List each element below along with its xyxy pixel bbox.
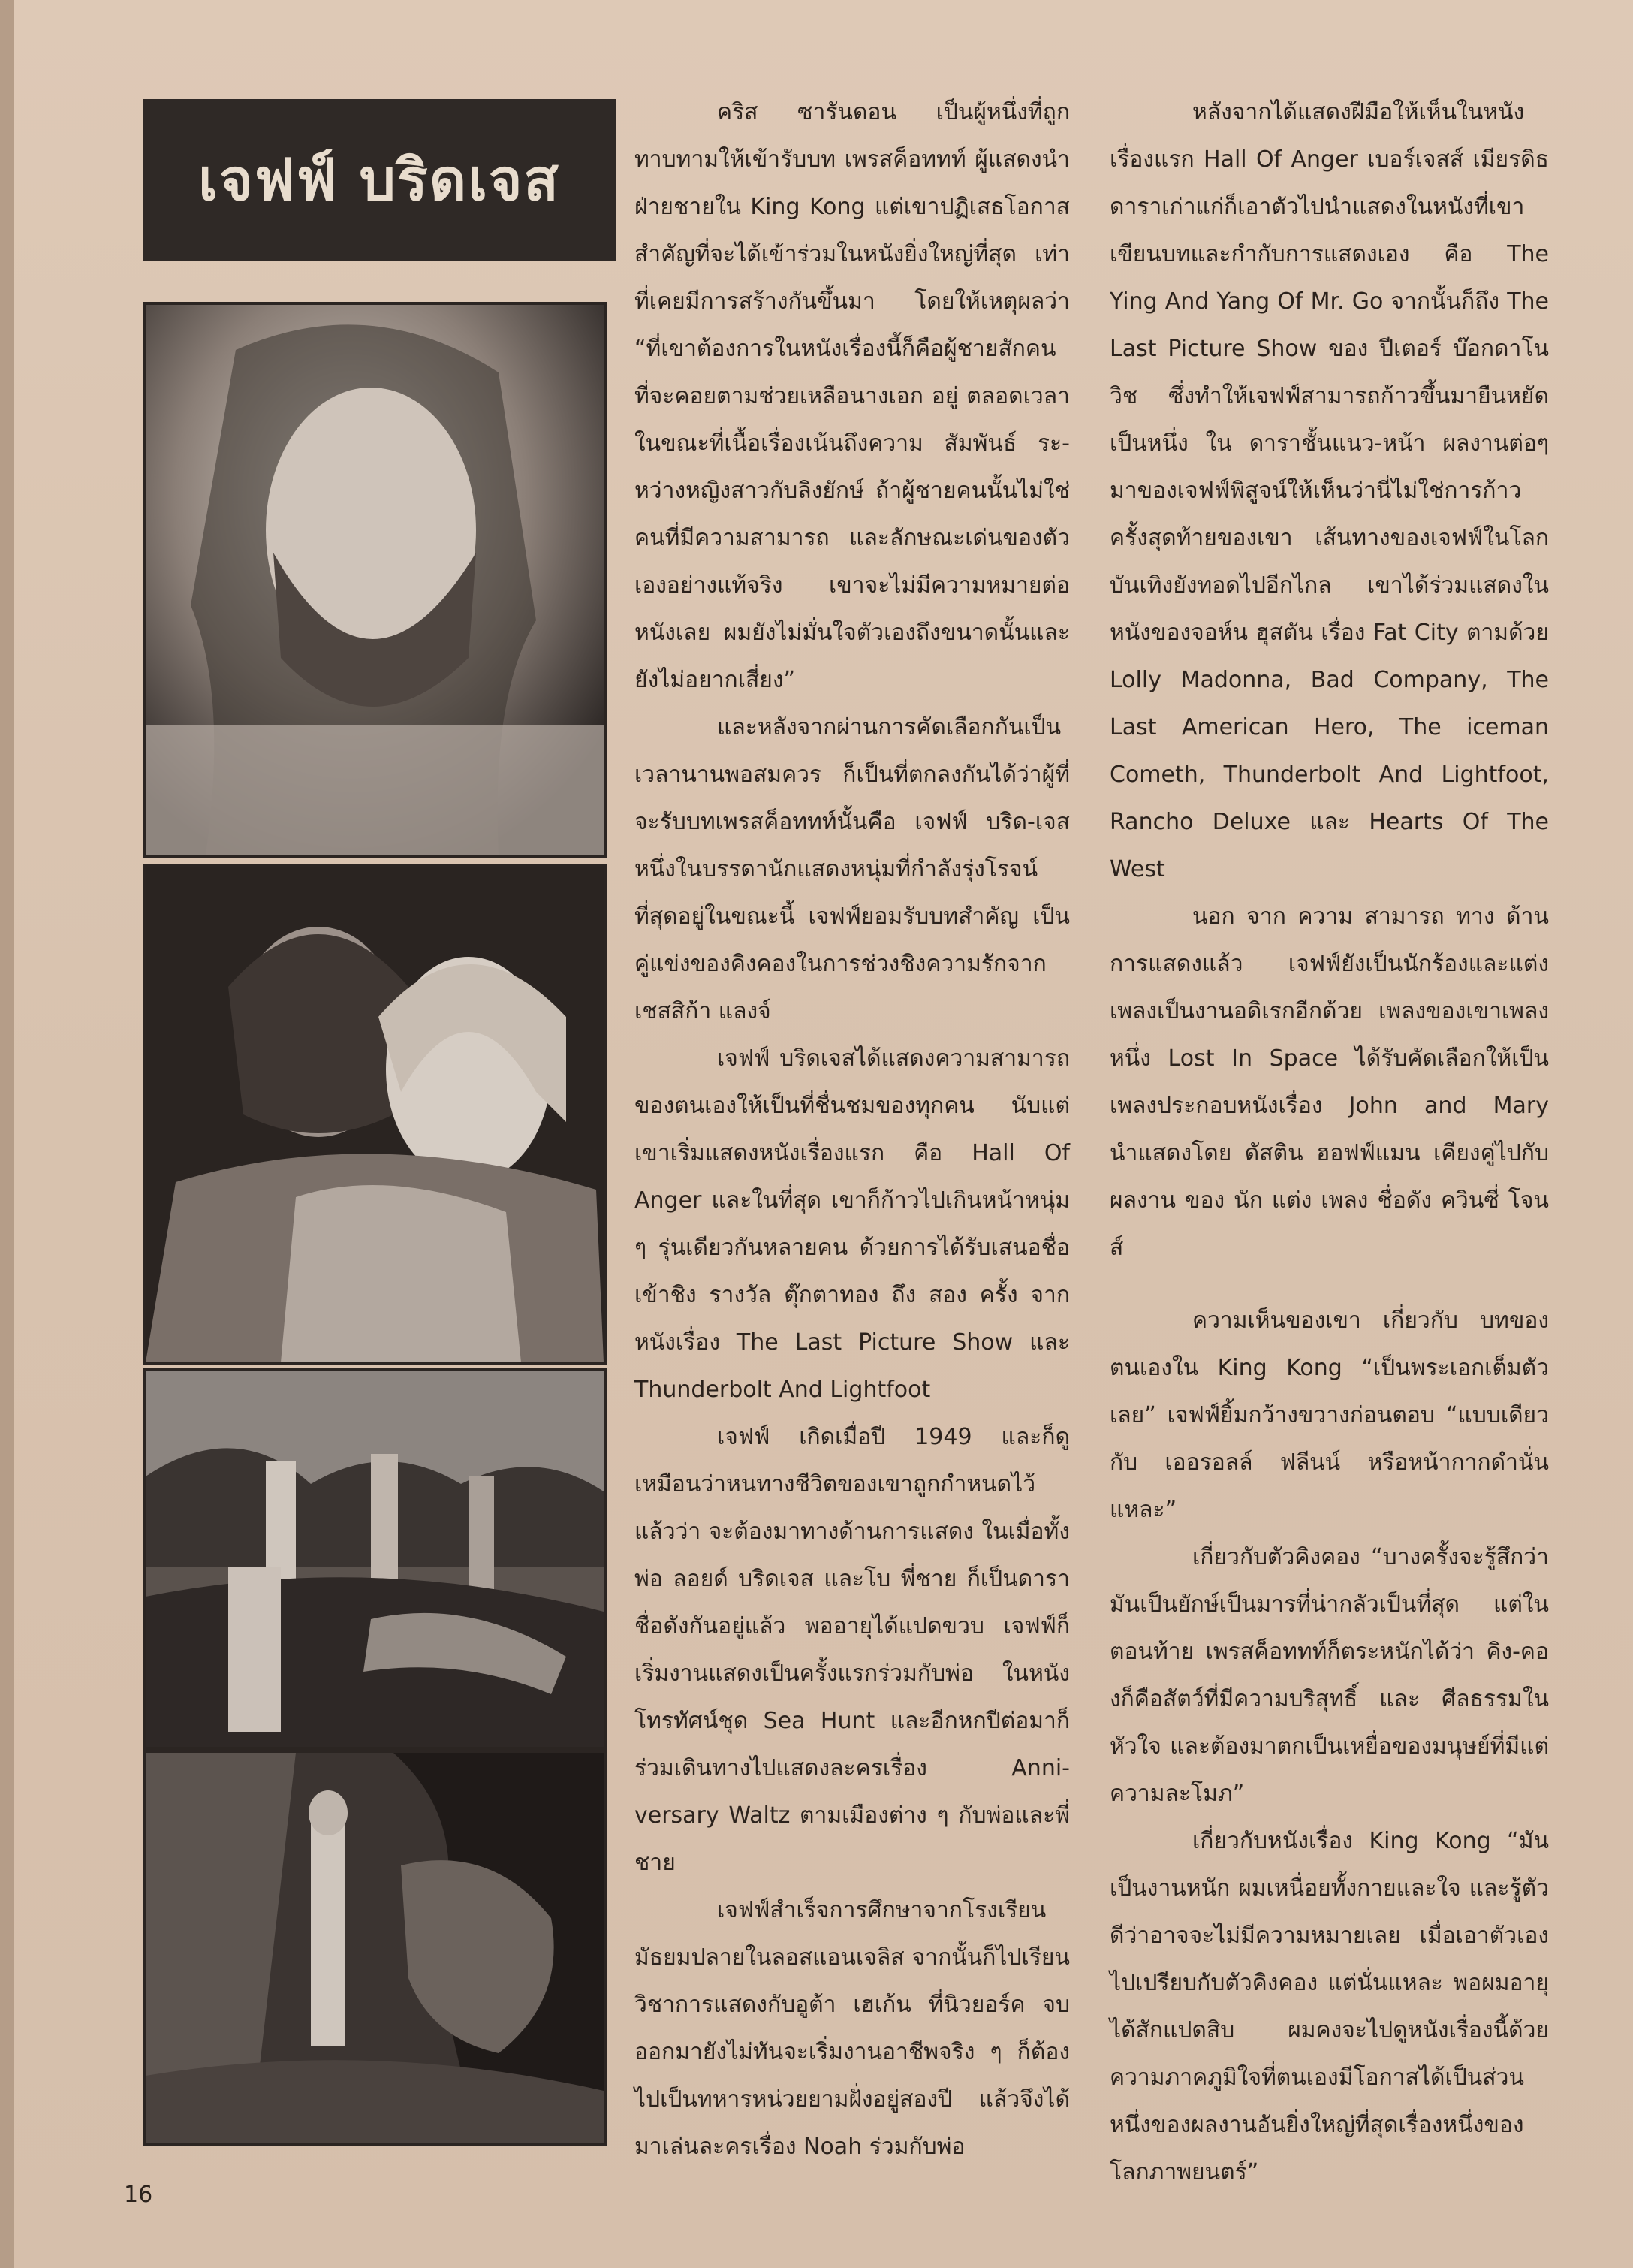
paragraph: เกี่ยวกับตัวคิงคอง “บางครั้งจะรู้สึกว่ามันเป็นยักษ์เป็นมารที่น่ากลัวเป็นที่สุด แต่ในตอนท้าย เพรสค็อททท์ก็ตระหนักได้ว่า คิง-คองก็คือสัตว์ที่มีความบริสุทธิ์ และ ศีลธรรมในหัวใจ และต้องมาตกเป็นเหยื่อของมนุษย์ที่มีแต่ความละโมภ” bbox=[1110, 1544, 1549, 1807]
paragraph: เจฟฟ์ บริดเจสได้แสดงความสามารถของตนเองให้เป็นที่ชื่นชมของทุกคน นับแต่เขาเริ่มแสดงหนังเรื่องแรก คือ Hall Of Anger และในที่สุด เขาก็ก้าวไปเกินหน้าหนุ่ม ๆ รุ่นเดียวกันหลายคน ด้วยการได้รับเสนอชื่อเข้าชิง รางวัล ตุ๊กตาทอง ถึง สอง ครั้ง จากหนังเรื่อง The Last Picture Show และ Thunderbolt And Lightfoot bbox=[634, 1045, 1070, 1403]
article-title-banner bbox=[143, 99, 616, 261]
paragraph: หลังจากได้แสดงฝีมือให้เห็นในหนังเรื่องแรก Hall Of Anger เบอร์เจสส์ เมียรดิธ ดาราเก่าแก่ก็เอาตัวไปนำแสดงในหนังที่เขาเขียนบทและกำกับการแสดงเอง คือ The Ying And Yang Of Mr. Go จากนั้นก็ถึง The Last Picture Show ของ ปีเตอร์ บ๊อกดาโนวิช ซึ่งทำให้เจฟฟ์สามารถก้าวขึ้นมายืนหยัดเป็นหนึ่ง ใน ดาราชั้นแนว-หน้า ผลงานต่อๆ มาของเจฟฟ์พิสูจน์ให้เห็นว่านี่ไม่ใช่การก้าวครั้งสุดท้ายของเขา เส้นทางของเจฟฟ์ในโลกบันเทิงยังทอดไปอีกไกล เขาได้ร่วมแสดงในหนังของจอห์น ฮุสตัน เรื่อง Fat City ตามด้วย Lolly Madonna, Bad Company, The Last American Hero, The iceman Cometh, Thunderbolt And Lightfoot, Rancho Deluxe และ Hearts Of The West bbox=[1110, 99, 1549, 882]
article-column-1 bbox=[634, 89, 1070, 2170]
paragraph: คริส ซารันดอน เป็นผู้หนึ่งที่ถูกทาบทามให้เข้ารับบท เพรสค็อททท์ ผู้แสดงนำฝ่ายชายใน King Kong แต่เขาปฏิเสธโอกาสสำคัญที่จะได้เข้าร่วมในหนังยิ่งใหญ่ที่สุด เท่าที่เคยมีการสร้างกันขึ้นมา โดยให้เหตุผลว่า “ที่เขาต้องการในหนังเรื่องนี้ก็คือผู้ชายสักคนที่จะคอยตามช่วยเหลือนางเอก อยู่ ตลอดเวลา ในขณะที่เนื้อเรื่องเน้นถึงความ สัมพันธ์ ระ-หว่างหญิงสาวกับลิงยักษ์ ถ้าผู้ชายคนนั้นไม่ใช่คนที่มีความสามารถ และลักษณะเด่นของตัวเองอย่างแท้จริง เขาจะไม่มีความหมายต่อหนังเลย ผมยังไม่มั่นใจตัวเองถึงขนาดนั้นและยังไม่อยากเสี่ยง” bbox=[634, 99, 1070, 693]
page-number: 16 bbox=[124, 2182, 153, 2208]
paragraph: และหลังจากผ่านการคัดเลือกกันเป็นเวลานานพอสมควร ก็เป็นที่ตกลงกันได้ว่าผู้ที่จะรับบทเพรสค็อททท์นั้นคือ เจฟฟ์ บริด-เจส หนึ่งในบรรดานักแสดงหนุ่มที่กำลังรุ่งโรจน์ที่สุดอยู่ในขณะนี้ เจฟฟ์ยอมรับบทสำคัญ เป็นคู่แข่งของคิงคองในการช่วงชิงความรักจาก เชสสิก้า แลงจ์ bbox=[634, 714, 1070, 1024]
paragraph: นอก จาก ความ สามารถ ทาง ด้าน การแสดงแล้ว เจฟฟ์ยังเป็นนักร้องและแต่งเพลงเป็นงานอดิเรกอีกด้วย เพลงของเขาเพลงหนึ่ง Lost In Space ได้รับคัดเลือกให้เป็นเพลงประกอบหนังเรื่อง John and Mary นำแสดงโดย ดัสติน ฮอฟฟ์แมน เคียงคู่ไปกับผลงาน ของ นัก แต่ง เพลง ชื่อดัง ควินซี่ โจนส์ bbox=[1110, 903, 1549, 1261]
paragraph: เกี่ยวกับหนังเรื่อง King Kong “มันเป็นงานหนัก ผมเหนื่อยทั้งกายและใจ และรู้ตัวดีว่าอาจจะไม่มีความหมายเลย เมื่อเอาตัวเองไปเปรียบกับตัวคิงคอง แต่นั่นแหละ พอผมอายุได้สักแปดสิบ ผมคงจะไปดูหนังเรื่องนี้ด้วยความภาคภูมิใจที่ตนเองมีโอกาสได้เป็นส่วนหนึ่งของผลงานอันยิ่งใหญ่ที่สุดเรื่องหนึ่งของโลกภาพยนตร์” bbox=[1110, 1828, 1549, 2185]
article-title: เจฟฟ์ บริดเจส bbox=[198, 146, 560, 213]
paragraph: ความเห็นของเขา เกี่ยวกับ บทของตนเองใน King Kong “เป็นพระเอกเต็มตัวเลย” เจฟฟ์ยิ้มกว้างขวางก่อนตอบ “แบบเดียวกับ เออรอลล์ ฟลีนน์ หรือหน้ากากดำนั่นแหละ” bbox=[1110, 1307, 1549, 1523]
king-kong-scene-photo bbox=[143, 1750, 607, 2146]
paragraph: เจฟฟ์ เกิดเมื่อปี 1949 และก็ดูเหมือนว่าหนทางชีวิตของเขาถูกกำหนดไว้แล้วว่า จะต้องมาทางด้านการแสดง ในเมื่อทั้งพ่อ ลอยด์ บริดเจส และโบ พี่ชาย ก็เป็นดาราชื่อดังกันอยู่แล้ว พออายุได้แปดขวบ เจฟฟ์ก็เริ่มงานแสดงเป็นครั้งแรกร่วมกับพ่อ ในหนังโทรทัศน์ชุด Sea Hunt และอีกหกปีต่อมาก็ร่วมเดินทางไปแสดงละครเรื่อง Anni-versary Waltz ตามเมืองต่าง ๆ กับพ่อและพี่ชาย bbox=[634, 1424, 1070, 1876]
page-binding-edge bbox=[0, 0, 14, 2268]
paragraph: เจฟฟ์สำเร็จการศึกษาจากโรงเรียนมัธยมปลายในลอสแอนเจลิส จากนั้นก็ไปเรียนวิชาการแสดงกับอูต้า เฮเก้น ที่นิวยอร์ค จบออกมายังไม่ทันจะเริ่มงานอาชีพจริง ๆ ก็ต้องไปเป็นทหารหน่วยยามฝั่งอยู่สองปี แล้วจึงได้มาเล่นละครเรื่อง Noah ร่วมกับพ่อ bbox=[634, 1897, 1070, 2160]
portrait-photo bbox=[143, 302, 607, 858]
expedition-scene-photo bbox=[143, 1368, 607, 1750]
article-column-2 bbox=[1110, 89, 1549, 2196]
couple-photo bbox=[143, 864, 607, 1365]
